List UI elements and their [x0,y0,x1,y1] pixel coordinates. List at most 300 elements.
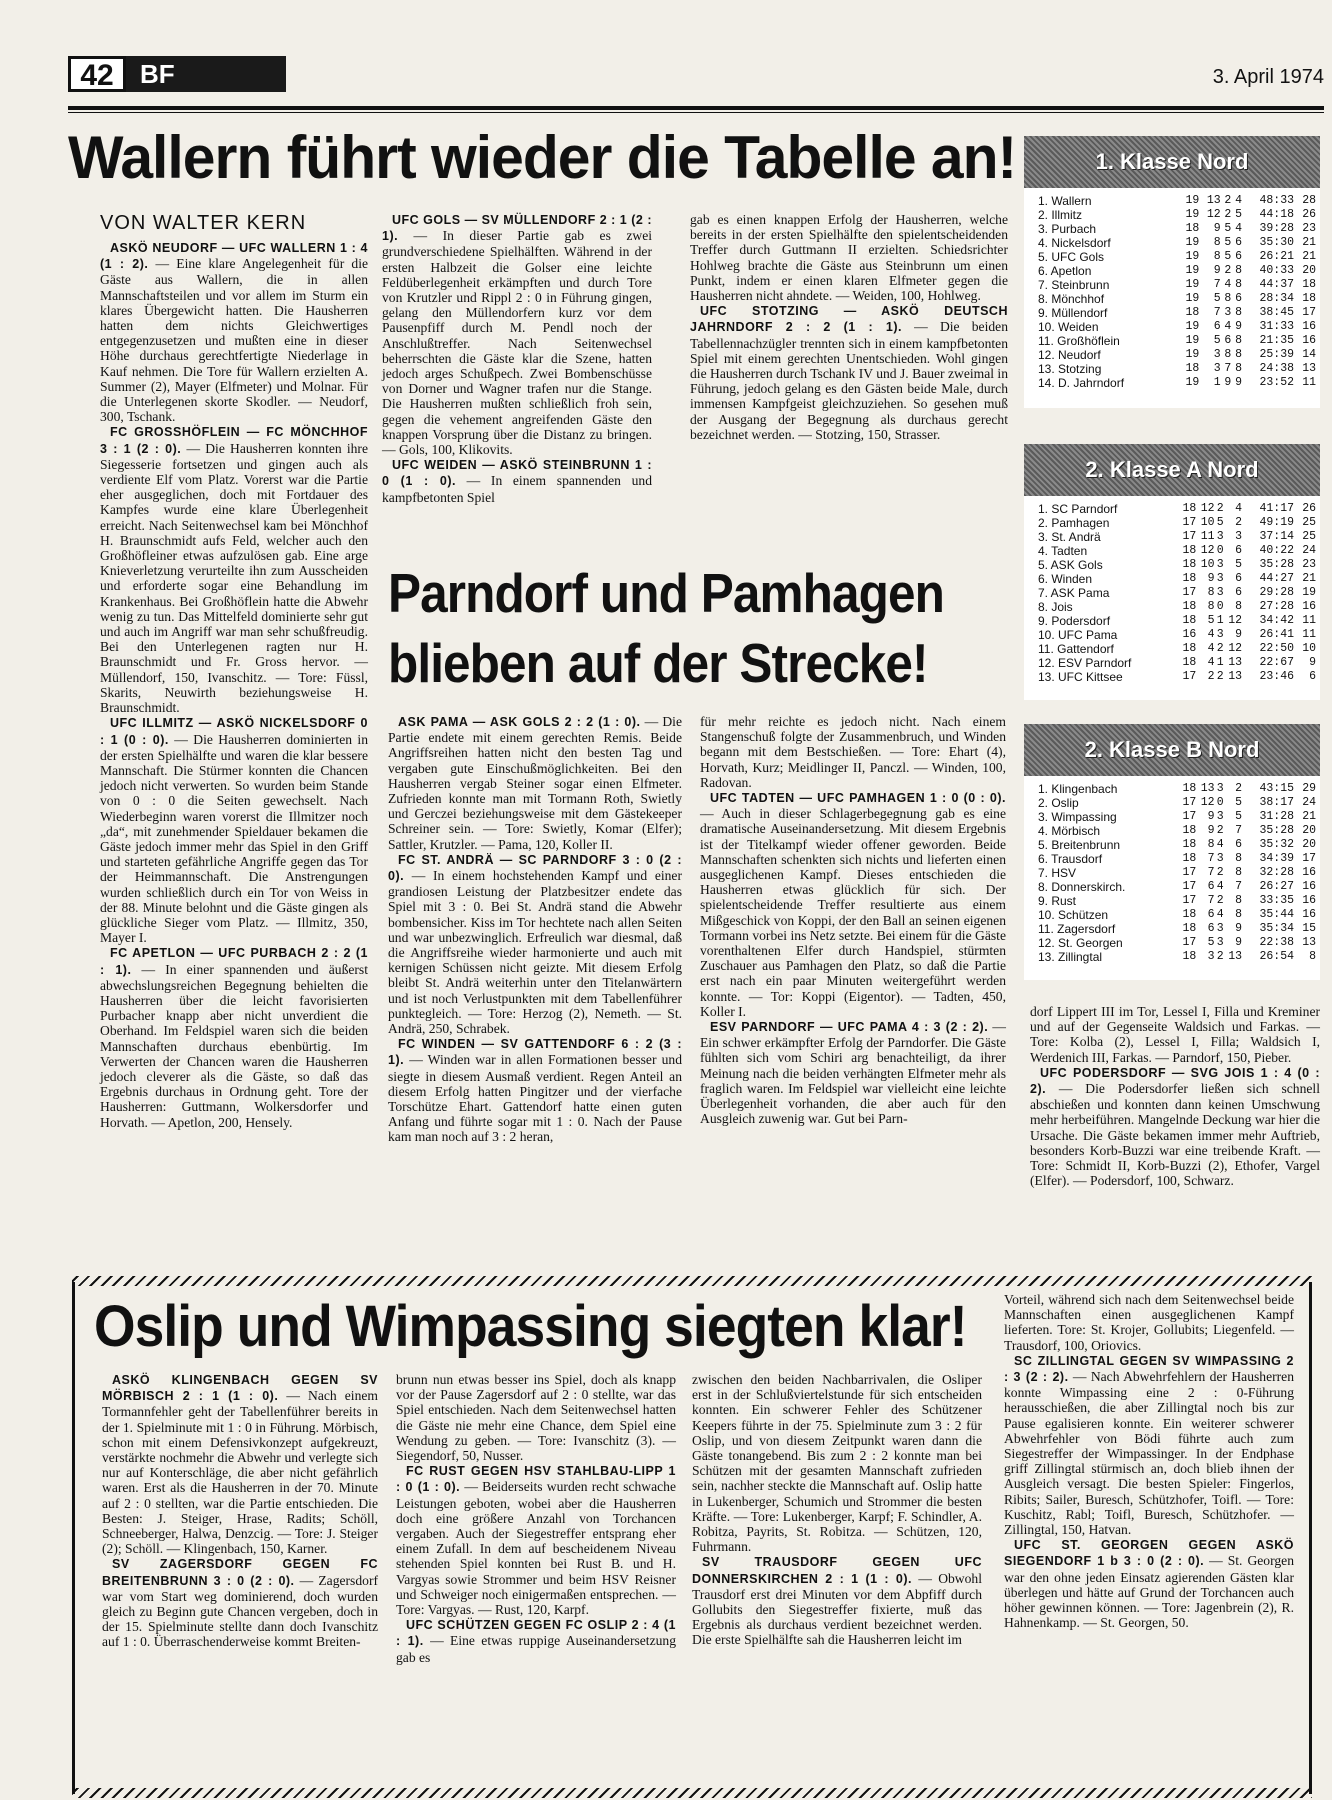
stat-cell: 39:28 [1259,222,1294,235]
standings-title: 1. Klasse Nord [1024,136,1320,188]
table-row [1024,530,1320,544]
team-name: 5. UFC Gols [1038,250,1105,264]
team-name: 7. HSV [1038,866,1077,880]
article-paragraph [1030,1004,1320,1065]
team-name: 2. Oslip [1038,796,1079,810]
stat-cell: 10 [1302,642,1316,655]
stat-cell: 3 [1216,586,1224,599]
match-report: — Zagersdorf war vom Start weg dominierend, doch wurden gleich zu Beginn gute Chancen vergeben, doch in der 15. Spielminute stellte dann doch Ivanschitz auf 1 : 0. Überraschenderweise kommt Breiten- [102,1572,378,1650]
match-report: — Die Podersdorfer ließen sich schnell abschießen und konnten dann keinen Umschwung mehr herbeiführen. Mangelnde Deckung war hier die Ursache. Die Gäste bekamen immer mehr Auftrieb, besonders Korb-Buzzi war eine treibende Kraft. — Tore: Schmidt II, Korb-Buzzi (2), Ethofer, Vargel (Elfer). — Podersdorf, 100, Schwarz. [1030,1081,1320,1189]
stat-cell: 8 [1235,362,1242,375]
team-name: 8. Donnerskirch. [1038,880,1126,894]
stat-cell: 25 [1302,530,1316,543]
match-report: brunn nun etwas besser ins Spiel, doch als knapp vor der Pause Zagersdorf auf 2 : 0 stellte, war das Spiel entschieden. Nach dem Seitenwechsel hatten die Gäste nie mehr eine Chance, dem Spiel eine Wendung zu geben. — Tore: Ivanschitz (3). — Siegendorf, 50, Nusser. [396,1372,676,1464]
team-name: 11. Großhöflein [1038,334,1120,348]
article-paragraph [1004,1292,1294,1353]
match-heading: SV TRAUSDORF GEGEN UFC DONNERSKIRCHEN 2 : 1 (1 : 0). [692,1555,982,1586]
team-name: 8. Mönchhof [1038,292,1105,306]
stat-cell: 13 [1302,362,1316,375]
stat-cell: 35:28 [1259,558,1294,571]
team-name: 10. UFC Pama [1038,628,1118,642]
stat-cell: 26 [1302,208,1316,221]
stat-cell: 6 [1309,670,1316,683]
stat-cell: 17 [1182,670,1197,683]
stat-cell: 22:50 [1259,642,1294,655]
stat-cell: 5 [1216,516,1224,529]
stat-cell: 16 [1302,334,1316,347]
main-article-col-1 [100,240,368,1130]
second-headline-line-1: Parndorf und Pamhagen [388,562,944,624]
stat-cell: 13 [1228,670,1242,683]
stat-cell: 29:28 [1259,586,1294,599]
team-name: 4. Nickelsdorf [1038,236,1111,250]
stat-cell: 8 [1235,264,1242,277]
stat-cell: 12 [1200,502,1215,515]
stat-cell: 3 [1216,922,1224,935]
match-heading: UFC SCHÜTZEN GEGEN FC OSLIP 2 : 4 (1 : 1). [396,1618,676,1649]
team-name: 12. ESV Parndorf [1038,656,1132,670]
stat-cell: 26:21 [1259,250,1294,263]
stat-cell: 21 [1302,810,1316,823]
stat-cell: 7 [1207,866,1215,879]
stat-cell: 20 [1302,838,1316,851]
stat-cell: 3 [1207,950,1215,963]
stat-cell: 18 [1182,852,1197,865]
stat-cell: 26:54 [1259,950,1294,963]
stat-cell: 20 [1302,824,1316,837]
stat-cell: 9 [1224,376,1232,389]
stat-cell: 17 [1182,894,1197,907]
match-heading: UFC WEIDEN — ASKÖ STEINBRUNN 1 : 0 (1 : 0). [382,458,652,489]
stat-cell: 5 [1235,796,1242,809]
stat-cell: 17 [1302,306,1316,319]
stat-cell: 19 [1302,586,1316,599]
second-article-col-1 [388,714,682,1145]
stat-cell: 23:46 [1259,670,1294,683]
stat-cell: 49:19 [1259,516,1294,529]
table-row [1024,334,1320,348]
table-row [1024,670,1320,684]
stat-cell: 19 [1185,376,1200,389]
stat-cell: 18 [1185,306,1200,319]
table-row [1024,950,1320,964]
stat-cell: 6 [1235,586,1242,599]
stat-cell: 8 [1235,894,1242,907]
stat-cell: 9 [1213,222,1221,235]
article-paragraph [382,457,652,505]
stat-cell: 6 [1213,320,1221,333]
match-report: für mehr reichte es jedoch nicht. Nach einem Stangenschuß folgte der Zusammenbruch, und Winden begann mit dem Bestschießen. — Tore: Ehart (4), Horvath, Kurz; Meidlinger II, Panczl. — Winden, 100, Radovan. [700,714,1006,790]
third-article-col-2 [396,1372,676,1665]
stat-cell: 11 [1302,376,1316,389]
stat-cell: 43:15 [1259,782,1294,795]
table-row [1024,572,1320,586]
stat-cell: 18 [1182,782,1197,795]
second-article-col-2 [700,714,1006,1126]
stat-cell: 13 [1228,656,1242,669]
article-paragraph [396,1372,676,1463]
table-row [1024,922,1320,936]
stat-cell: 2 [1224,194,1232,207]
stat-cell: 2 [1216,894,1224,907]
match-heading: SC ZILLINGTAL GEGEN SV WIMPASSING 2 : 3 (2 : 2). [1004,1353,1294,1385]
table-row [1024,600,1320,614]
stat-cell: 19 [1185,278,1200,291]
third-article-col-4 [1004,1292,1294,1630]
stat-cell: 5 [1224,250,1232,263]
stat-cell: 14 [1302,348,1316,361]
match-report: — St. Georgen war den ohne jeden Einsatz agierenden Gästen klar überlegen und hätte auf Grund der Torchancen auch höher gewinnen können. — Tore: Jagenbrein (2), R. Hahnenkamp. — St. Georgen, 50. [1004,1553,1294,1631]
article-paragraph [692,1554,982,1647]
stat-cell: 2 [1216,866,1224,879]
team-name: 8. Jois [1038,600,1073,614]
match-heading: FC GROSSHÖFLEIN — FC MÖNCHHOF 3 : 1 (2 : 0). [100,425,368,456]
section-bar [126,56,286,92]
stat-cell: 2 [1216,642,1224,655]
stat-cell: 26:27 [1259,880,1294,893]
stat-cell: 32:28 [1259,866,1294,879]
table-row [1024,908,1320,922]
third-headline: Oslip und Wimpassing siegten klar! [94,1294,967,1359]
stat-cell: 6 [1235,572,1242,585]
match-report: — Eine klare Angelegenheit für die Gäste aus Wallern, die in allen Mannschaftsteilen und vor allem im Sturm ein klares Übergewicht hatten. Die Hausherren hatten dem nichts Gleichwertiges entgegenzusetzen und mußten eine in dieser Höhe durchaus gerechtfertigte Niederlage in Kauf nehmen. Die Tore für Wallern erzielten A. Summer (2), Mayer (Elfmeter) und Molnar. Für die Unterlegenen skorte Skodler. — Neudorf, 300, Tschank. [100,256,369,425]
header-rule-thin [68,112,1324,113]
article-paragraph [100,424,368,715]
table-row [1024,348,1320,362]
team-name: 2. Pamhagen [1038,516,1110,530]
stat-cell: 6 [1207,880,1215,893]
stat-cell: 35:28 [1259,824,1294,837]
stat-cell: 13 [1228,950,1242,963]
stat-cell: 35:44 [1259,908,1294,921]
stat-cell: 12 [1206,208,1221,221]
stat-cell: 13 [1206,194,1221,207]
stat-cell: 3 [1216,782,1224,795]
stat-cell: 18 [1185,362,1200,375]
stat-cell: 18 [1182,642,1197,655]
stat-cell: 24 [1302,544,1316,557]
stat-cell: 8 [1207,838,1215,851]
article-paragraph [388,714,682,852]
stat-cell: 18 [1182,572,1197,585]
stat-cell: 17 [1182,810,1197,823]
match-heading: UFC STOTZING — ASKÖ DEUTSCH JAHRNDORF 2 : 2 (1 : 1). [690,304,1008,335]
stat-cell: 18 [1302,292,1316,305]
issue-date: 3. April 1974 [1212,66,1324,88]
stat-cell: 10 [1200,516,1215,529]
stat-cell: 17 [1182,516,1197,529]
stat-cell: 29 [1302,782,1316,795]
stat-cell: 26:41 [1259,628,1294,641]
stat-cell: 11 [1200,530,1215,543]
table-row [1024,628,1320,642]
stat-cell: 44:37 [1259,278,1294,291]
article-paragraph [692,1372,982,1554]
table-row [1024,320,1320,334]
table-row [1024,894,1320,908]
main-article-col-3 [690,212,1008,442]
stat-cell: 41:17 [1259,502,1294,515]
standings-1-klasse-nord [1024,136,1320,408]
main-article-col-2 [382,212,652,505]
match-report: — Die Hausherren dominierten in der ersten Spielhälfte und waren die klar bessere Mannschaft. Die Stürmer konnten die Chancen jedoch nicht verwerten. So wurden beim Stande von 0 : 0 die Seiten gewechselt. Nach Wiederbeginn waren vorerst die Illmitzer noch „da“, mit zunehmender Spieldauer bekamen die Gäste jedoch immer mehr das Spiel in den Griff und starteten gefährliche Angriffe gegen das Tor der Heimmannschaft. Die Anstrengungen wurden schließlich durch ein Tor von Weiss in der 88. Minute belohnt und die Gäste gingen als glückliche Sieger vom Platz. — Illmitz, 350, Mayer I. [100,731,368,946]
stat-cell: 26 [1302,502,1316,515]
stat-cell: 8 [1235,278,1242,291]
match-heading: FC APETLON — UFC PURBACH 2 : 2 (1 : 1). [100,946,368,977]
stat-cell: 10 [1200,558,1215,571]
match-report: Vorteil, während sich nach dem Seitenwechsel beide Mannschaften einen ausgeglichenen Kampf lieferten. Tore: St. Krojer, Gollubits; Liegenfeld. — Trausdorf, 100, Oriovics. [1004,1292,1294,1353]
stat-cell: 2 [1235,782,1242,795]
table-row [1024,194,1320,208]
stat-cell: 8 [1207,586,1215,599]
stat-cell: 8 [1207,600,1215,613]
article-paragraph [388,852,682,1036]
stat-cell: 16 [1302,600,1316,613]
table-row [1024,586,1320,600]
stat-cell: 22:67 [1259,656,1294,669]
match-report: zwischen den beiden Nachbarrivalen, die Osliper erst in der Schlußviertelstunde für sich entscheiden konnten. Ein schwerer Fehler des Schützener Keepers führte in der 75. Spielminute zum 3 : 2 für Oslip, und von diesem Zeitpunkt waren dann die Gäste tonangebend. Bis zum 2 : 2 konnte man bei Schützen mit der gesamten Mannschaft zufrieden sein, nachher steckte die Mannschaft auf. Oslip hatte in Lukenberger, Schumich und Strommer die besten Kräfte. — Tore: Lukenberger, Karpf; F. Schindler, A. Robitza, Payrits, St. Robitza. — Schützen, 120, Fuhrmann. [692,1372,982,1555]
table-row [1024,796,1320,810]
stat-cell: 8 [1213,250,1221,263]
stat-cell: 2 [1224,208,1232,221]
stat-cell: 4 [1235,502,1242,515]
stat-cell: 18 [1302,278,1316,291]
stat-cell: 19 [1185,264,1200,277]
match-report: gab es einen knappen Erfolg der Hausherren, welche bereits in der ersten Spielhälfte den spielentscheidenden Treffer durch Guttmann II erzielten. Schiedsrichter Hohlweg brachte die Gäste aus Steinbrunn um einen Punkt, indem er einen klaren Elfmeter gegen die Hausherren nicht ahndete. — Weiden, 100, Hohlweg. [690,212,1008,304]
stat-cell: 31:33 [1259,320,1294,333]
stat-cell: 3 [1216,810,1224,823]
match-report: — Ein schwer erkämpfter Erfolg der Parndorfer. Die Gäste fühlten sich vom Schiri arg benachteiligt, da ihrer Meinung nach die beiden verhängten Elfmeter mehr als fraglich waren. Im Feldspiel war vielleicht eine leichte Überlegenheit vorhanden, die aber auch für den Ausgleich zuwenig war. Gut bei Parn- [700,1019,1006,1127]
match-heading: UFC ILLMITZ — ASKÖ NICKELSDORF 0 : 1 (0 : 0). [100,716,368,747]
match-report: — Eine etwas ruppige Auseinandersetzung gab es [396,1633,676,1665]
stat-cell: 9 [1235,628,1242,641]
stat-cell: 1 [1213,376,1221,389]
stat-cell: 18 [1182,544,1197,557]
stat-cell: 7 [1207,894,1215,907]
stat-cell: 8 [1235,866,1242,879]
stat-cell: 5 [1224,222,1232,235]
standings-title: 2. Klasse B Nord [1024,724,1320,776]
stat-cell: 35:32 [1259,838,1294,851]
stat-cell: 15 [1302,922,1316,935]
match-heading: SV ZAGERSDORF GEGEN FC BREITENBRUNN 3 : 0 (2 : 0). [102,1557,378,1588]
stat-cell: 9 [1207,824,1215,837]
table-row [1024,306,1320,320]
stat-cell: 6 [1235,292,1242,305]
page-number: 42 [68,56,126,92]
stat-cell: 3 [1216,558,1224,571]
article-paragraph [100,240,368,424]
stat-cell: 3 [1216,530,1224,543]
stat-cell: 19 [1185,320,1200,333]
match-report: — Nach einem Tormannfehler geht der Tabellenführer bereits in der 1. Spielminute mit 1 : 0 in Führung. Mörbisch, schon mit einem Defensivkonzept aufgekreuzt, verstärkte nochmehr die Abwehr und verlegte sich nur auf Konterschläge, die aber nicht gefährlich waren. Erst als die Hausherren in der 70. Minute auf 2 : 0 stellten, war die Partie entschieden. Die Besten: J. Steiger, Hrase, Radits; Schöll, Schneeberger, Halwa, Denzcig. — Tore: J. Steiger (2); Schöll. — Klingenbach, 150, Karner. [102,1388,378,1557]
team-name: 9. Müllendorf [1038,306,1108,320]
match-report: — In dieser Partie gab es zwei grundverschiedene Spielhälften. Während in der ersten Halbzeit die Golser eine leichte Feldüberlegenheit erkämpften und durch Tore von Krutzler und Rippl 2 : 0 in Führung gingen, gelang den Müllendorfern kurz vor dem Pausenpfiff durch M. Pendl noch der Anschlußtreffer. Nach Seitenwechsel beherrschten die Gäste klar die Szene, hatten jedoch arges Schußpech. Zwei Bombenschüsse von Dorner und Wagner trafen nur die Stange. Die Hausherren mußten schließlich froh sein, gegen die vehement angreifenden Gäste den knappen Vorsprung über die Distanz zu bringen. — Gols, 100, Klikovits. [382,228,652,458]
stat-cell: 6 [1224,334,1232,347]
stat-cell: 12 [1200,544,1215,557]
stat-cell: 4 [1216,880,1224,893]
stat-cell: 7 [1224,362,1232,375]
table-row [1024,516,1320,530]
stat-cell: 19 [1185,348,1200,361]
third-article-col-3 [692,1372,982,1648]
stat-cell: 16 [1302,908,1316,921]
frame-bottom-wavy [72,1788,1312,1798]
article-paragraph [1004,1353,1294,1537]
stat-cell: 33:35 [1259,894,1294,907]
standings-table [1024,194,1320,390]
frame-top-wavy [72,1276,1312,1286]
article-paragraph [690,212,1008,303]
frame-right [1309,1282,1312,1794]
table-row [1024,838,1320,852]
table-row [1024,642,1320,656]
byline: VON WALTER KERN [100,212,307,234]
stat-cell: 17 [1302,852,1316,865]
stat-cell: 6 [1235,544,1242,557]
stat-cell: 17 [1182,880,1197,893]
stat-cell: 6 [1235,250,1242,263]
standings-2-klasse-a-nord [1024,444,1320,700]
match-heading: UFC TADTEN — UFC PAMHAGEN 1 : 0 (0 : 0). [710,791,1006,806]
team-name: 6. Apetlon [1038,264,1092,278]
match-heading: ASKÖ NEUDORF — UFC WALLERN 1 : 4 (1 : 2). [100,241,368,272]
stat-cell: 8 [1235,334,1242,347]
team-name: 14. D. Jahrndorf [1038,376,1125,390]
third-article-col-1 [102,1372,378,1650]
stat-cell: 5 [1207,936,1215,949]
stat-cell: 25:39 [1259,348,1294,361]
match-report: — In einer spannenden und äußerst abwechslungsreichen Begegnung behielten die Hausherren über die leicht favorisierten Purbacher knapp aber nicht unverdient die Oberhand. Im Feldspiel waren sich die beiden Mannschaften durchaus ebenbürtig. Im Verwerten der Chancen waren die Hausherren jedoch cleverer als die Gäste, so daß das Ergebnis durchaus in Ordnung geht. Tore der Hausherren: Guttmann, Wolkersdorfer und Horvath. — Apetlon, 200, Hensely. [100,961,368,1130]
team-name: 2. Illmitz [1038,208,1083,222]
article-paragraph [388,1036,682,1144]
stat-cell: 7 [1213,306,1221,319]
stat-cell: 18 [1182,614,1197,627]
team-name: 10. Schützen [1038,908,1109,922]
stat-cell: 7 [1207,852,1215,865]
table-row [1024,502,1320,516]
stat-cell: 5 [1213,334,1221,347]
team-name: 3. St. Andrä [1038,530,1101,544]
section-label: BF [140,59,175,89]
article-paragraph [396,1617,676,1665]
team-name: 13. Zillingtal [1038,950,1103,964]
standings-2-klasse-b-nord [1024,724,1320,980]
stat-cell: 2 [1224,264,1232,277]
table-row [1024,656,1320,670]
stat-cell: 18 [1182,558,1197,571]
stat-cell: 9 [1207,810,1215,823]
stat-cell: 16 [1302,866,1316,879]
stat-cell: 3 [1213,362,1221,375]
stat-cell: 13 [1302,936,1316,949]
stat-cell: 18 [1182,600,1197,613]
match-report: — Die beiden Tabellennachzügler trennten sich in einem kampfbetonten Spiel mit einem gerechten Unentschieden. Wohl gingen die Hausherren durch Tschank IV und J. Bauer zweimal in Führung, jedoch gelang es den Gästen beide Male, durch immensen Kampfgeist gleichzuziehen. So gesehen muß der Ausgang der Begegnung als durchaus gerecht bezeichnet werden. — Stotzing, 150, Strasser. [690,319,1008,442]
stat-cell: 7 [1235,824,1242,837]
stat-cell: 16 [1302,894,1316,907]
table-row [1024,782,1320,796]
stat-cell: 3 [1216,572,1224,585]
stat-cell: 35:34 [1259,922,1294,935]
stat-cell: 44:27 [1259,572,1294,585]
stat-cell: 4 [1207,628,1215,641]
team-name: 1. Wallern [1038,194,1092,208]
team-name: 5. ASK Gols [1038,558,1103,572]
stat-cell: 3 [1216,936,1224,949]
stat-cell: 2 [1216,824,1224,837]
stat-cell: 17 [1182,530,1197,543]
match-report: — Beiderseits wurden recht schwache Leistungen geboten, wobei aber die Hausherren doch eine größere Anzahl von Torchancen vergaben. Auch der Siegestreffer entsprang eher einem Zufall. In dem auf bescheidenem Niveau stehenden Spiel konnten bei Rust B. und H. Vargyas sowie Strommer und beim HSV Reisner und Schweiger noch einigermaßen entsprechen. — Tore: Vargyas. — Rust, 120, Karpf. [396,1479,677,1618]
stat-cell: 24:38 [1259,362,1294,375]
stat-cell: 5 [1235,810,1242,823]
stat-cell: 4 [1216,838,1224,851]
team-name: 6. Trausdorf [1038,852,1103,866]
table-row [1024,558,1320,572]
stat-cell: 18 [1182,950,1197,963]
stat-cell: 9 [1207,572,1215,585]
stat-cell: 11 [1302,628,1316,641]
stat-cell: 35:30 [1259,236,1294,249]
article-paragraph [102,1372,378,1556]
match-report: — Die Hausherren konnten ihre Siegesserie fortsetzen und gingen auch als verdiente Elf vom Platz. Vorerst war die Partie eher ausgeglichen, doch mit Fortdauer des Kampfes wurde eine klare Überlegenheit erreicht. Nach Seitenwechsel kam bei Mönchhof H. Braunschmidt aufs Feld, welcher auch den Großhöfleiner etwas aufzulösen gab. Eine arge Knieverletzung verurteilte ihn zum Ausscheiden und erforderte sogar eine Behandlung im Krankenhaus. Bei Großhöflein hatte die Abwehr wenig zu tun. Das Mittelfeld dominierte sehr gut und auch im Angriff war man sehr schußfreudig. Bei den Unterlegenen ragten nur H. Braunschmidt und Fr. Gross hervor. — Müllendorf, 150, Ivanschitz. — Tore: Füssl, Skarits, Neuwirth beziehungsweise H. Braunschmidt. [100,440,368,716]
stat-cell: 8 [1235,852,1242,865]
stat-cell: 3 [1235,530,1242,543]
stat-cell: 25 [1302,516,1316,529]
stat-cell: 17 [1182,586,1197,599]
stat-cell: 2 [1207,670,1215,683]
stat-cell: 18 [1182,656,1197,669]
match-heading: ASK PAMA — ASK GOLS 2 : 2 (1 : 0). [398,715,641,729]
table-row [1024,544,1320,558]
team-name: 1. SC Parndorf [1038,502,1118,516]
stat-cell: 22:38 [1259,936,1294,949]
stat-cell: 17 [1182,936,1197,949]
stat-cell: 4 [1207,642,1215,655]
match-report: — In einem hochstehenden Kampf und einer grandiosen Leistung der Platzbesitzer endete das Spiel mit 3 : 0. Bei St. Andrä stand die Abwehr bombensicher. Kiss im Tor hechtete nach allen Seiten und war unbezwinglich. Erfreulich war diesmal, daß die Angriffsreihe wieder harmonierte und auch mit kernigen Schüssen nicht geizte. Mit diesem Erfolg bleibt St. Andrä weiterhin unter den Titelanwärtern und ist noch Verlustpunkten mit dem Tabellenführer punktegleich. — Tore: Herzog (2), Nemeth. — St. Andrä, 250, Schrabek. [388,868,682,1037]
stat-cell: 6 [1207,922,1215,935]
second-headline-line-2: blieben auf der Strecke! [388,632,928,694]
team-name: 3. Purbach [1038,222,1097,236]
stat-cell: 0 [1216,600,1224,613]
match-report: — Nach Abwehrfehlern der Hausherren konnte Wimpassing eine 2 : 0-Führung herausschießen, die aber Zillingtal noch bis zur Pause egalisieren konnte. Ein weiterer schwerer Abwehrfehler von Bödi führte auch zum Siegestreffer der Wimpassinger. In der Endphase griff Zillingtal stürmisch an, doch blieb ihnen der Ausgleich versagt. Die besten Spieler: Fingerlos, Ribits; Sailer, Buresch, Schützhofer, Toifl. — Tore: Kuschitz, Rabl; Toifl, Buresch, Schützhofer. — Zillingtal, 150, Hatvan. [1004,1369,1295,1538]
stat-cell: 9 [1213,264,1221,277]
stat-cell: 19 [1185,292,1200,305]
stat-cell: 16 [1182,628,1197,641]
standings-title: 2. Klasse A Nord [1024,444,1320,496]
table-row [1024,236,1320,250]
stat-cell: 5 [1213,292,1221,305]
team-name: 7. ASK Pama [1038,586,1110,600]
stat-cell: 34:42 [1259,614,1294,627]
table-row [1024,250,1320,264]
stat-cell: 19 [1185,236,1200,249]
article-paragraph [100,945,368,1129]
stat-cell: 3 [1216,628,1224,641]
stat-cell: 28 [1302,194,1316,207]
team-name: 4. Mörbisch [1038,824,1101,838]
stat-cell: 8 [1224,292,1232,305]
match-report: dorf Lippert III im Tor, Lessel I, Filla und Kreminer und auf der Gegenseite Waldsich und Farkas. — Tore: Kolba (2), Lessel I, Filla; Waldsich I, Werdenich III, Farkas. — Parndorf, 150, Pieber. [1030,1004,1320,1065]
stat-cell: 12 [1228,614,1242,627]
main-headline: Wallern führt wieder die Tabelle an! [68,124,1017,191]
article-paragraph [700,790,1006,1019]
table-row [1024,852,1320,866]
stat-cell: 4 [1235,194,1242,207]
stat-cell: 24 [1302,796,1316,809]
stat-cell: 21 [1302,250,1316,263]
stat-cell: 8 [1213,236,1221,249]
stat-cell: 37:14 [1259,530,1294,543]
